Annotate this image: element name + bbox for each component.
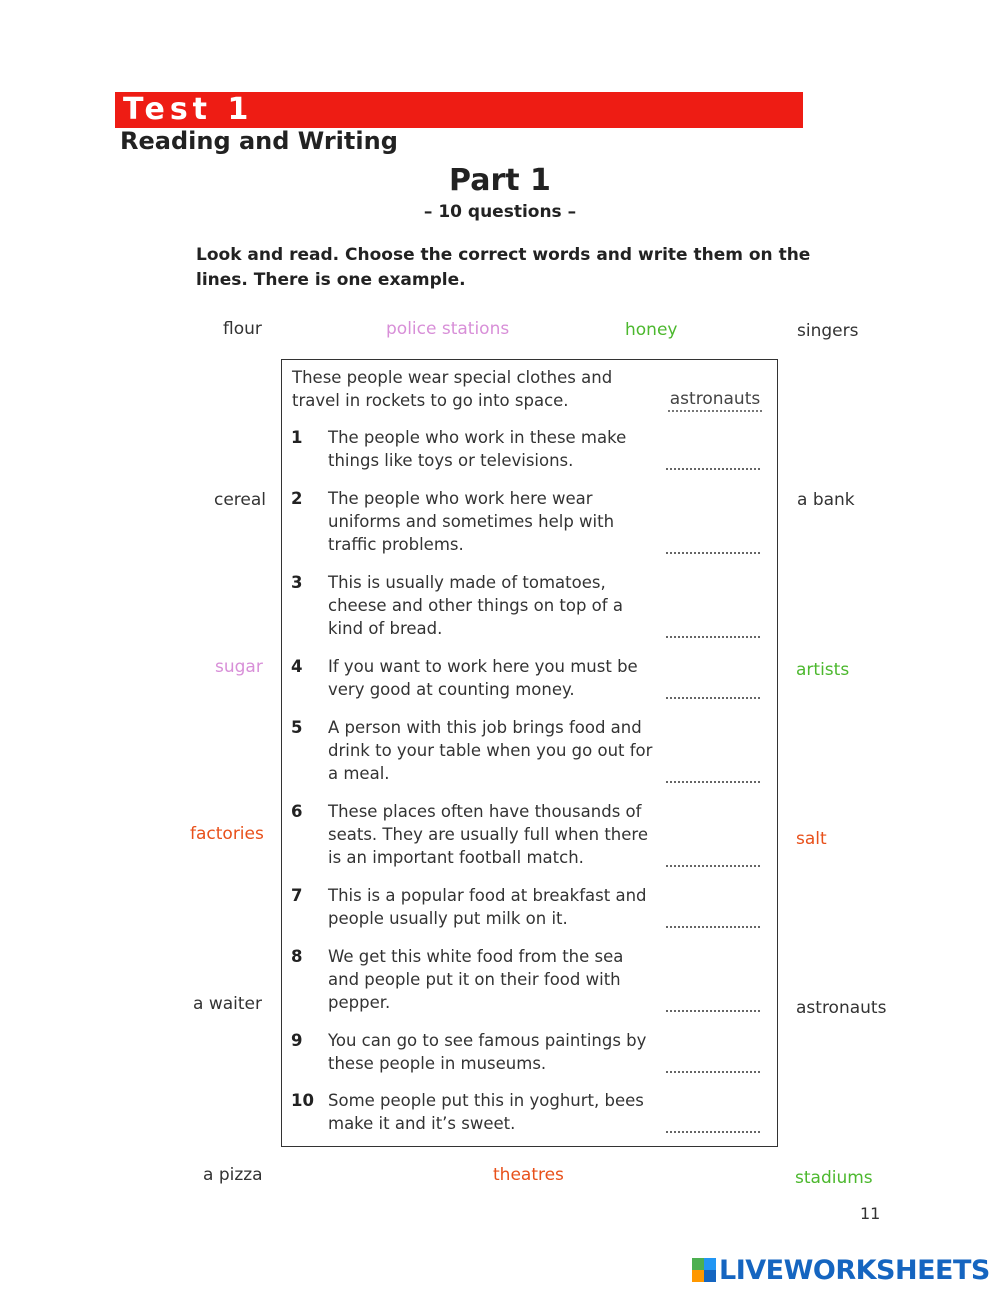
question-number: 1 — [291, 428, 303, 447]
answer-line-4[interactable] — [666, 697, 760, 699]
example-answer: astronauts — [668, 388, 762, 412]
answer-line-5[interactable] — [666, 781, 760, 783]
answer-line-6[interactable] — [666, 865, 760, 867]
word-singers: singers — [797, 321, 859, 341]
question-number: 5 — [291, 718, 303, 737]
question-text: These places often have thousands of seats. They are usually full when there is an important football match. — [328, 802, 648, 867]
section-title: Reading and Writing — [120, 127, 398, 155]
part-subtitle: – 10 questions – — [423, 202, 577, 222]
logo-grid-icon — [692, 1258, 716, 1282]
question-number: 7 — [291, 886, 303, 905]
word-a-bank: a bank — [797, 490, 855, 510]
word-sugar: sugar — [215, 657, 263, 677]
questions-box — [281, 359, 778, 1147]
logo-text: LIVEWORKSHEETS — [719, 1254, 990, 1286]
answer-line-10[interactable] — [666, 1131, 760, 1133]
answer-line-3[interactable] — [666, 636, 760, 638]
question-number: 6 — [291, 802, 303, 821]
word-stadiums: stadiums — [795, 1168, 873, 1188]
question-text: The people who work here wear uniforms and sometimes help with traffic problems. — [328, 489, 615, 554]
question-number: 2 — [291, 489, 303, 508]
question-text: This is usually made of tomatoes, cheese and other things on top of a kind of bread. — [328, 573, 623, 638]
question-text: This is a popular food at breakfast and people usually put milk on it. — [328, 886, 647, 928]
question-number: 8 — [291, 947, 303, 966]
example-text: These people wear special clothes and travel in rockets to go into space. — [292, 368, 613, 410]
answer-line-9[interactable] — [666, 1071, 760, 1073]
word-honey: honey — [625, 320, 678, 340]
word-police-stations: police stations — [386, 319, 510, 339]
answer-line-1[interactable] — [666, 468, 760, 470]
test-title: Test 1 — [123, 92, 254, 127]
instructions: Look and read. Choose the correct words and write them on the lines. There is one example. — [196, 245, 811, 290]
liveworksheets-logo[interactable] — [692, 1254, 990, 1286]
question-text: The people who work in these make things like toys or televisions. — [328, 428, 627, 470]
word-salt: salt — [796, 829, 827, 849]
question-number: 9 — [291, 1031, 303, 1050]
question-text: If you want to work here you must be very good at counting money. — [328, 657, 638, 699]
question-number: 4 — [291, 657, 303, 676]
question-number: 10 — [291, 1091, 314, 1110]
word-a-waiter: a waiter — [193, 994, 262, 1014]
question-text: A person with this job brings food and drink to your table when you go out for a meal. — [328, 718, 653, 783]
word-artists: artists — [796, 660, 850, 680]
word-cereal: cereal — [214, 490, 267, 510]
question-number: 3 — [291, 573, 303, 592]
word-theatres: theatres — [493, 1165, 564, 1185]
question-text: You can go to see famous paintings by these people in museums. — [328, 1031, 647, 1073]
test-banner — [115, 92, 803, 128]
answer-line-2[interactable] — [666, 552, 760, 554]
word-astronauts: astronauts — [796, 998, 887, 1018]
answer-line-7[interactable] — [666, 926, 760, 928]
page-number: 11 — [860, 1204, 881, 1223]
answer-line-8[interactable] — [666, 1010, 760, 1012]
part-title: Part 1 — [449, 163, 551, 198]
question-text: We get this white food from the sea and people put it on their food with pepper. — [328, 947, 624, 1012]
word-flour: flour — [223, 319, 262, 339]
word-factories: factories — [190, 824, 264, 844]
word-a-pizza: a pizza — [203, 1165, 263, 1185]
question-text: Some people put this in yoghurt, bees make it and it’s sweet. — [328, 1091, 644, 1133]
